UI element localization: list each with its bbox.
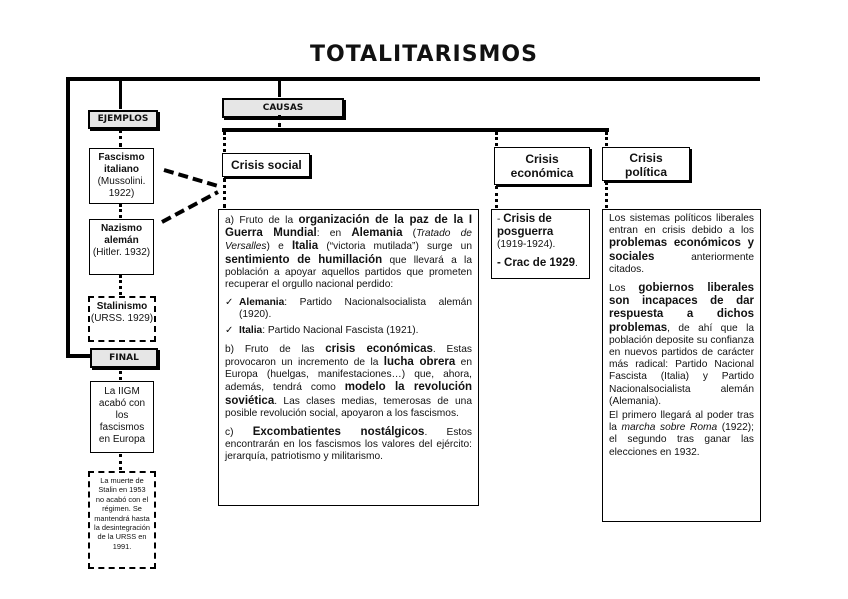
crisis-social-content xyxy=(218,209,479,506)
crisis-economica-label xyxy=(494,147,590,185)
final-iigm-box: La IIGM acabó con los fascismos en Europa xyxy=(90,381,154,453)
example-stalinismo xyxy=(88,296,156,342)
causas-stem xyxy=(278,77,281,97)
dotted-connector xyxy=(119,454,125,470)
example-name-line: Fascismo xyxy=(98,152,145,163)
dotted-connector xyxy=(119,366,125,380)
crisis-economica-content xyxy=(491,209,590,279)
crisis-economica-label-line: Crisis xyxy=(525,152,559,166)
ejemplos-header: EJEMPLOS xyxy=(88,110,158,129)
dotted-connector xyxy=(223,132,229,152)
politica-paragraph-2: Los gobiernos liberales son incapaces de dar respuesta a dichos problemas, de ahí que la población deposite su confianza en nuevos partidos de carácter más radical: Partido Nacional Fascista (Italia) y Partido Nacionalsocialista alemán (Alemania). xyxy=(609,282,754,407)
crisis-politica-label-line: política xyxy=(624,165,667,179)
crisis-social-label: Crisis social xyxy=(222,153,310,177)
final-stalin-note: La muerte de Stalin en 1953 no acabó con el régimen. Se mantendrá hasta la desintegración de la URSS en 1991. xyxy=(88,471,156,569)
example-detail: (Mussolini. 1922) xyxy=(97,176,146,199)
social-point-b: b) Fruto de las crisis económicas. Estas provocaron un incremento de la lucha obrera en Europa (huelgas, manifestaciones…) que, ahora, además, tendrá como modelo la revolución soviética. Las clases medias, temerosas de una posible revolución social, apoyaron a los fascismos. xyxy=(225,342,473,419)
politica-paragraph-1: Los sistemas políticos liberales entran en crisis debido a los problemas económicos y sociales anteriormente citados. xyxy=(609,213,754,275)
dotted-connector xyxy=(495,132,501,146)
economica-item-posguerra: - Crisis de posguerra (1919-1924). xyxy=(497,213,556,251)
economica-item-crac: - Crac de 1929. xyxy=(497,256,578,269)
causas-branch-line xyxy=(222,128,609,132)
social-point-a: a) Fruto de la organización de la paz de la I Guerra Mundial: en Alemania (Tratado de Versalles) e Italia (“victoria mutilada”) surge un sentimiento de humillación que llevará a la población a apoyar aquellos partidos que prometen recuperar el orgullo nacional perdido: xyxy=(225,214,473,291)
page-title: TOTALITARISMOS xyxy=(310,42,538,67)
dotted-connector xyxy=(119,204,125,218)
list-item: ✓ Italia: Partido Nacional Fascista (1921). xyxy=(225,325,472,337)
example-name-line: Nazismo xyxy=(100,223,143,234)
social-point-c: c) Excombatientes nostálgicos. Estos encontrarán en los fascismos los valores del ejército: jerarquía, patriotismo y militarismo. xyxy=(225,426,473,463)
example-name-line: italiano xyxy=(103,164,139,175)
dotted-connector xyxy=(495,186,501,208)
left-vertical-line xyxy=(66,77,70,358)
left-bottom-line xyxy=(66,354,90,358)
dotted-connector xyxy=(605,182,611,208)
dashed-link-nazismo xyxy=(162,192,218,222)
example-name-line: Stalinismo xyxy=(96,301,148,312)
dotted-connector xyxy=(119,275,125,295)
crisis-economica-label-line: económica xyxy=(510,166,574,180)
example-nazismo-aleman xyxy=(89,219,154,275)
crisis-politica-content xyxy=(602,209,761,522)
example-detail: (Hitler. 1932) xyxy=(92,247,151,258)
dotted-connector xyxy=(119,129,125,147)
social-party-list xyxy=(225,297,472,337)
example-detail: (URSS. 1929) xyxy=(90,313,154,324)
example-fascismo-italiano xyxy=(89,148,154,204)
causas-header: CAUSAS xyxy=(222,98,344,118)
final-header: FINAL xyxy=(90,348,158,368)
example-name-line: alemán xyxy=(104,235,139,246)
crisis-politica-label-line: Crisis xyxy=(629,151,663,165)
top-bar-line xyxy=(66,77,760,81)
crisis-politica-label xyxy=(602,147,690,181)
list-item: ✓ Alemania: Partido Nacionalsocialista alemán (1920). xyxy=(225,297,472,321)
politica-paragraph-3: El primero llegará al poder tras la marcha sobre Roma (1922); el segundo tras ganar las elecciones en 1932. xyxy=(609,410,755,458)
dotted-connector xyxy=(605,132,611,146)
dashed-link-fascismo xyxy=(164,170,218,186)
ejemplos-stem xyxy=(119,77,122,109)
dotted-connector xyxy=(278,115,284,127)
